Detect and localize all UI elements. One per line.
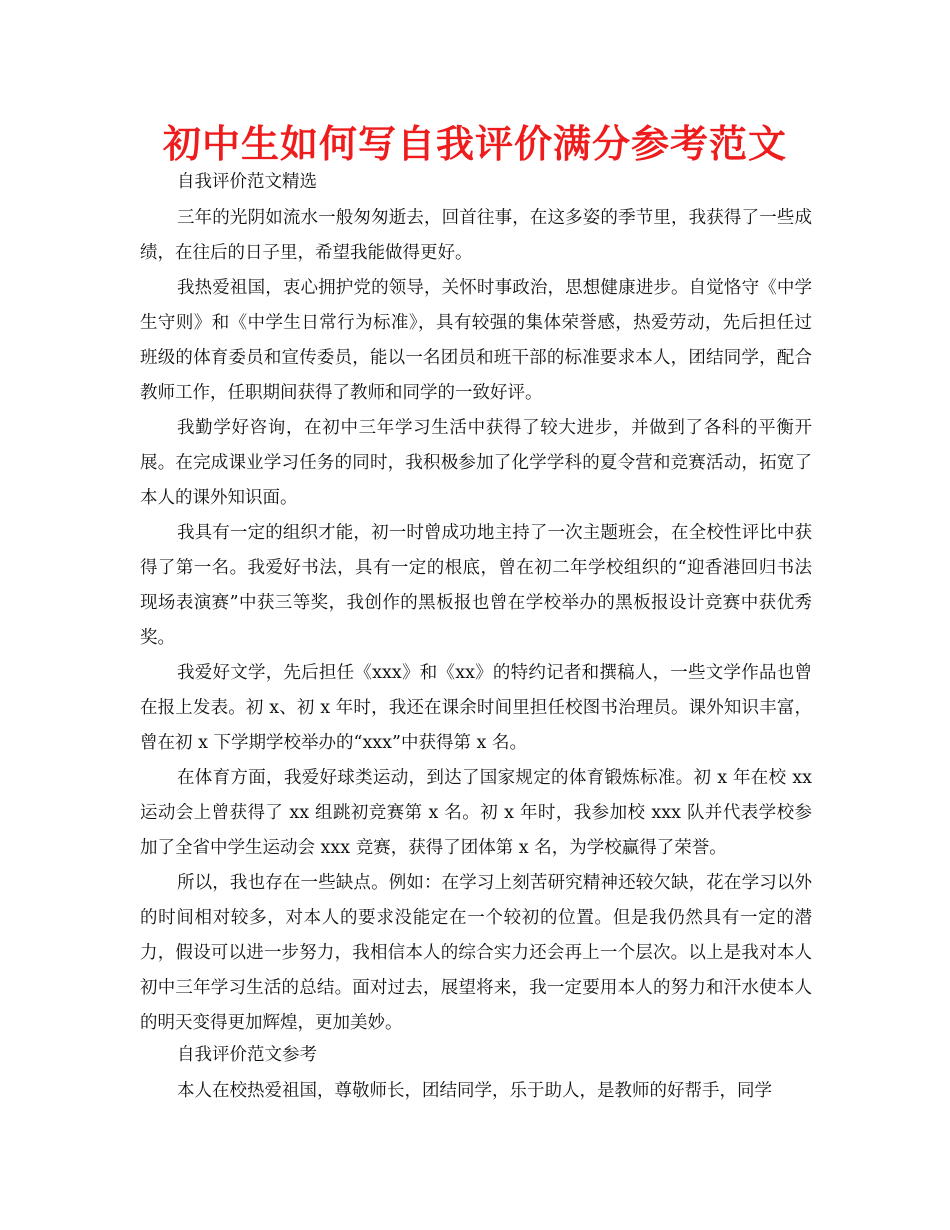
paragraph: 所以，我也存在一些缺点。例如：在学习上刻苦研究精神还较欠缺，花在学习以外的时间相对较多，对本人的要求没能定在一个较初的位置。但是我仍然具有一定的潜力，假设可以进一步努力，我相信本人的综合实力还会再上一个层次。以上是我对本人初中三年学习生活的总结。面对过去，展望将来，我一定要用本人的努力和汗水使本人的明天变得更加辉煌，更加美妙。: [140, 873, 812, 1033]
section-heading: 自我评价范文参考: [177, 1045, 317, 1065]
document-body: [140, 168, 812, 1109]
paragraph: 我勤学好咨询，在初中三年学习生活中获得了较大进步，并做到了各科的平衡开展。在完成课业学习任务的同时，我积极参加了化学学科的夏令营和竞赛活动，拓宽了本人的课外知识面。: [140, 418, 812, 508]
paragraph: 我具有一定的组织才能，初一时曾成功地主持了一次主题班会，在全校性评比中获得了第一名。我爱好书法，具有一定的根底，曾在初二年学校组织的“迎香港回归书法现场表演赛”中获三等奖，我创作的黑板报也曾在学校举办的黑板报设计竞赛中获优秀奖。: [140, 523, 812, 648]
paragraph: 我爱好文学，先后担任《xxx》和《xx》的特约记者和撰稿人，一些文学作品也曾在报上发表。初 x、初 x 年时，我还在课余时间里担任校图书治理员。课外知识丰富，曾在初 x 下学期学校举办的“xxx”中获得第 x 名。: [140, 663, 812, 753]
document-title: 初中生如何写自我评价满分参考范文: [162, 122, 787, 166]
paragraph: 三年的光阴如流水一般匆匆逝去，回首往事，在这多姿的季节里，我获得了一些成绩，在往后的日子里，希望我能做得更好。: [140, 208, 812, 263]
paragraph: 本人在校热爱祖国，尊敬师长，团结同学，乐于助人，是教师的好帮手，同学: [177, 1081, 772, 1101]
paragraph: 我热爱祖国，衷心拥护党的领导，关怀时事政治，思想健康进步。自觉恪守《中学生守则》和《中学生日常行为标准》，具有较强的集体荣誉感，热爱劳动，先后担任过班级的体育委员和宣传委员，能以一名团员和班干部的标准要求本人，团结同学，配合教师工作，任职期间获得了教师和同学的一致好评。: [140, 278, 812, 403]
paragraph: 在体育方面，我爱好球类运动，到达了国家规定的体育锻炼标准。初 x 年在校 xx 运动会上曾获得了 xx 组跳初竞赛第 x 名。初 x 年时，我参加校 xxx 队并代表学校参加了全省中学生运动会 xxx 竞赛，获得了团体第 x 名，为学校赢得了荣誉。: [140, 768, 812, 858]
section-heading: 自我评价范文精选: [177, 172, 317, 192]
